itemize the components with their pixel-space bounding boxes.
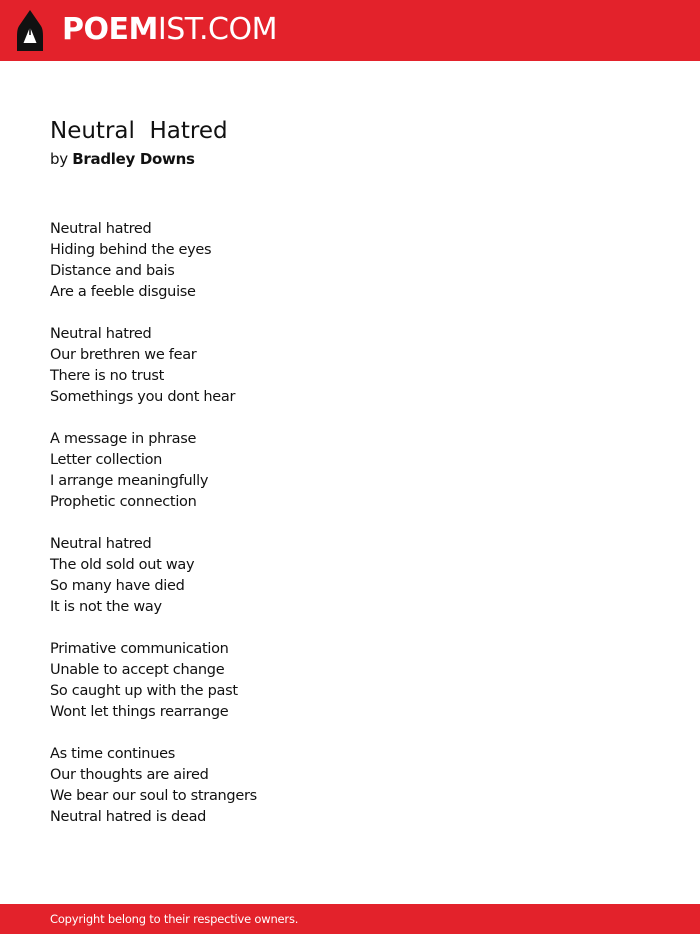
- site-footer: [0, 904, 700, 934]
- stanza: [50, 429, 257, 513]
- poem-line: I arrange meaningfully: [50, 473, 209, 489]
- poem-line: It is not the way: [50, 599, 162, 615]
- poem-line: Letter collection: [50, 452, 163, 468]
- poem-line: So caught up with the past: [50, 683, 238, 699]
- poem-line: As time continues: [50, 746, 175, 762]
- stanza: [50, 639, 257, 723]
- poem-line: Somethings you dont hear: [50, 389, 236, 405]
- copyright-notice: Copyright belong to their respective owners.: [50, 912, 299, 926]
- stanza: [50, 744, 257, 828]
- poem-line: Wont let things rearrange: [50, 704, 229, 720]
- poem-line: Our brethren we fear: [50, 347, 197, 363]
- poem-line: So many have died: [50, 578, 185, 594]
- poem-line: Are a feeble disguise: [50, 284, 196, 300]
- poem-line: Primative communication: [50, 641, 229, 657]
- site-header: [0, 0, 700, 61]
- logo-bold-text: POEM: [62, 12, 158, 47]
- poem-author: Bradley Downs: [72, 150, 195, 168]
- logo-light-text: IST.COM: [157, 12, 277, 47]
- byline-prefix: by: [50, 150, 68, 168]
- poem-line: Neutral hatred: [50, 326, 152, 342]
- pencil-icon[interactable]: [17, 10, 43, 51]
- site-logo[interactable]: [62, 12, 277, 48]
- poem-line: Unable to accept change: [50, 662, 225, 678]
- poem-line: Our thoughts are aired: [50, 767, 209, 783]
- poem-title: Neutral Hatred: [50, 118, 228, 144]
- poem-line: Hiding behind the eyes: [50, 242, 212, 258]
- poem-line: Neutral hatred: [50, 536, 152, 552]
- poem-line: There is no trust: [50, 368, 164, 384]
- poem-line: We bear our soul to strangers: [50, 788, 257, 804]
- stanza: [50, 219, 257, 303]
- stanza: [50, 534, 257, 618]
- poem-line: The old sold out way: [50, 557, 195, 573]
- poem-line: A message in phrase: [50, 431, 197, 447]
- stanza: [50, 324, 257, 408]
- poem-line: Neutral hatred is dead: [50, 809, 207, 825]
- poem-line: Neutral hatred: [50, 221, 152, 237]
- poem-line: Prophetic connection: [50, 494, 197, 510]
- poem-line: Distance and bais: [50, 263, 175, 279]
- poem-byline: [50, 149, 195, 169]
- poem-body: [50, 219, 257, 849]
